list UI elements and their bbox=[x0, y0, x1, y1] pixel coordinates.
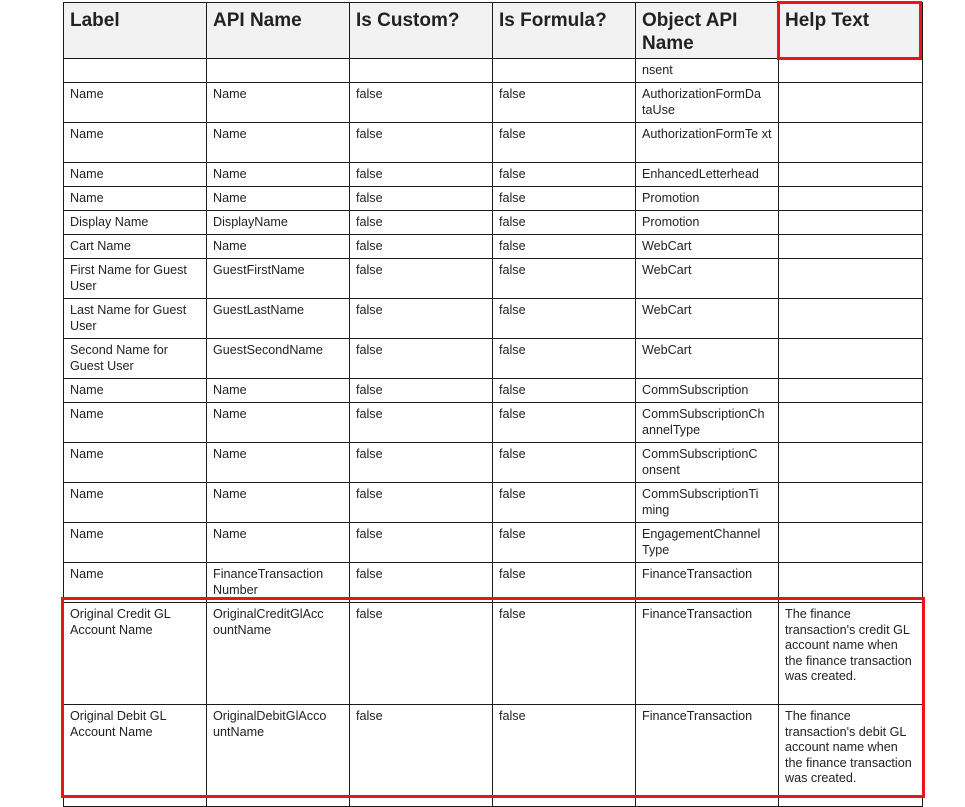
table-row bbox=[64, 403, 923, 443]
table-row bbox=[64, 163, 923, 187]
cell-help-text bbox=[779, 83, 923, 123]
table-row bbox=[64, 211, 923, 235]
cell-is-formula: false bbox=[493, 379, 636, 403]
cell-api-name: FinanceTransaction Number bbox=[207, 563, 350, 603]
cell-label: Last Name for Guest User bbox=[64, 299, 207, 339]
cell-label: Name bbox=[64, 83, 207, 123]
cell-is-custom: false bbox=[350, 705, 493, 807]
cell-api-name: DisplayName bbox=[207, 211, 350, 235]
cell-object-api-name: CommSubscription bbox=[636, 379, 779, 403]
cell-help-text bbox=[779, 379, 923, 403]
cell-label: Cart Name bbox=[64, 235, 207, 259]
cell-object-api-name: AuthorizationFormDa taUse bbox=[636, 83, 779, 123]
cell-label: Name bbox=[64, 187, 207, 211]
cell-label: Display Name bbox=[64, 211, 207, 235]
cell-label: Original Debit GL Account Name bbox=[64, 705, 207, 807]
cell-is-custom: false bbox=[350, 187, 493, 211]
cell-help-text bbox=[779, 523, 923, 563]
header-object-api-name: Object API Name bbox=[636, 3, 779, 59]
cell-label: Name bbox=[64, 443, 207, 483]
cell-label: Original Credit GL Account Name bbox=[64, 603, 207, 705]
cell-is-formula: false bbox=[493, 603, 636, 705]
cell-help-text bbox=[779, 187, 923, 211]
cell-object-api-name: nsent bbox=[636, 59, 779, 83]
table-row bbox=[64, 339, 923, 379]
cell-is-custom: false bbox=[350, 443, 493, 483]
cell-label: Name bbox=[64, 523, 207, 563]
cell-is-custom bbox=[350, 59, 493, 83]
table-row bbox=[64, 187, 923, 211]
cell-object-api-name: FinanceTransaction bbox=[636, 705, 779, 807]
table-row bbox=[64, 59, 923, 83]
cell-label: Name bbox=[64, 563, 207, 603]
cell-api-name: Name bbox=[207, 403, 350, 443]
cell-is-formula: false bbox=[493, 123, 636, 163]
cell-is-formula: false bbox=[493, 259, 636, 299]
cell-api-name: OriginalDebitGlAcco untName bbox=[207, 705, 350, 807]
table-row bbox=[64, 299, 923, 339]
cell-help-text bbox=[779, 483, 923, 523]
cell-help-text: The finance transaction's debit GL account name when the finance transaction was created. bbox=[779, 705, 923, 807]
cell-api-name: Name bbox=[207, 163, 350, 187]
cell-api-name: Name bbox=[207, 187, 350, 211]
cell-is-formula: false bbox=[493, 299, 636, 339]
cell-is-custom: false bbox=[350, 603, 493, 705]
cell-object-api-name: EnhancedLetterhead bbox=[636, 163, 779, 187]
cell-label: Name bbox=[64, 403, 207, 443]
cell-is-custom: false bbox=[350, 299, 493, 339]
header-is-custom: Is Custom? bbox=[350, 3, 493, 59]
cell-is-formula: false bbox=[493, 563, 636, 603]
fields-table bbox=[63, 2, 923, 807]
cell-object-api-name: FinanceTransaction bbox=[636, 563, 779, 603]
table-row bbox=[64, 603, 923, 705]
cell-is-formula: false bbox=[493, 235, 636, 259]
cell-api-name bbox=[207, 59, 350, 83]
table-row bbox=[64, 83, 923, 123]
cell-is-custom: false bbox=[350, 259, 493, 299]
cell-help-text bbox=[779, 443, 923, 483]
cell-api-name: Name bbox=[207, 235, 350, 259]
table-row bbox=[64, 259, 923, 299]
cell-is-formula: false bbox=[493, 403, 636, 443]
cell-is-custom: false bbox=[350, 83, 493, 123]
cell-api-name: Name bbox=[207, 443, 350, 483]
cell-is-custom: false bbox=[350, 379, 493, 403]
table-row bbox=[64, 483, 923, 523]
cell-help-text bbox=[779, 235, 923, 259]
cell-help-text bbox=[779, 299, 923, 339]
cell-object-api-name: CommSubscriptionTi ming bbox=[636, 483, 779, 523]
cell-api-name: Name bbox=[207, 483, 350, 523]
table-body bbox=[64, 59, 923, 807]
cell-is-custom: false bbox=[350, 563, 493, 603]
table-header bbox=[64, 3, 923, 59]
header-api-name: API Name bbox=[207, 3, 350, 59]
cell-api-name: GuestSecondName bbox=[207, 339, 350, 379]
cell-is-formula: false bbox=[493, 443, 636, 483]
cell-is-formula: false bbox=[493, 83, 636, 123]
cell-api-name: Name bbox=[207, 83, 350, 123]
cell-is-custom: false bbox=[350, 211, 493, 235]
cell-label: First Name for Guest User bbox=[64, 259, 207, 299]
cell-object-api-name: FinanceTransaction bbox=[636, 603, 779, 705]
cell-object-api-name: WebCart bbox=[636, 299, 779, 339]
cell-is-formula: false bbox=[493, 483, 636, 523]
cell-api-name: Name bbox=[207, 523, 350, 563]
table-row bbox=[64, 443, 923, 483]
cell-is-custom: false bbox=[350, 523, 493, 563]
cell-help-text bbox=[779, 59, 923, 83]
cell-object-api-name: EngagementChannel Type bbox=[636, 523, 779, 563]
cell-is-formula: false bbox=[493, 523, 636, 563]
header-is-formula: Is Formula? bbox=[493, 3, 636, 59]
cell-help-text bbox=[779, 403, 923, 443]
cell-label: Second Name for Guest User bbox=[64, 339, 207, 379]
cell-is-formula: false bbox=[493, 187, 636, 211]
cell-label: Name bbox=[64, 123, 207, 163]
cell-help-text bbox=[779, 211, 923, 235]
cell-help-text bbox=[779, 339, 923, 379]
cell-is-formula: false bbox=[493, 339, 636, 379]
cell-help-text bbox=[779, 563, 923, 603]
cell-object-api-name: Promotion bbox=[636, 187, 779, 211]
cell-is-custom: false bbox=[350, 163, 493, 187]
header-help-text: Help Text bbox=[779, 3, 923, 59]
cell-object-api-name: Promotion bbox=[636, 211, 779, 235]
cell-is-formula: false bbox=[493, 705, 636, 807]
cell-object-api-name: WebCart bbox=[636, 235, 779, 259]
cell-label bbox=[64, 59, 207, 83]
table-row bbox=[64, 705, 923, 807]
cell-label: Name bbox=[64, 483, 207, 523]
cell-help-text bbox=[779, 123, 923, 163]
cell-api-name: OriginalCreditGlAcc ountName bbox=[207, 603, 350, 705]
header-row bbox=[64, 3, 923, 59]
table-row bbox=[64, 123, 923, 163]
cell-label: Name bbox=[64, 379, 207, 403]
header-label: Label bbox=[64, 3, 207, 59]
cell-api-name: Name bbox=[207, 379, 350, 403]
cell-help-text: The finance transaction's credit GL account name when the finance transaction was created. bbox=[779, 603, 923, 705]
cell-object-api-name: WebCart bbox=[636, 259, 779, 299]
cell-is-formula: false bbox=[493, 163, 636, 187]
cell-api-name: Name bbox=[207, 123, 350, 163]
cell-is-custom: false bbox=[350, 123, 493, 163]
cell-is-custom: false bbox=[350, 235, 493, 259]
table-row bbox=[64, 523, 923, 563]
cell-api-name: GuestFirstName bbox=[207, 259, 350, 299]
cell-help-text bbox=[779, 259, 923, 299]
cell-is-custom: false bbox=[350, 403, 493, 443]
cell-label: Name bbox=[64, 163, 207, 187]
cell-api-name: GuestLastName bbox=[207, 299, 350, 339]
table-row bbox=[64, 563, 923, 603]
cell-object-api-name: CommSubscriptionCh annelType bbox=[636, 403, 779, 443]
cell-help-text bbox=[779, 163, 923, 187]
cell-is-formula: false bbox=[493, 211, 636, 235]
cell-is-custom: false bbox=[350, 483, 493, 523]
table-row bbox=[64, 235, 923, 259]
cell-object-api-name: AuthorizationFormTe xt bbox=[636, 123, 779, 163]
cell-is-custom: false bbox=[350, 339, 493, 379]
cell-object-api-name: WebCart bbox=[636, 339, 779, 379]
cell-is-formula bbox=[493, 59, 636, 83]
table-row bbox=[64, 379, 923, 403]
cell-object-api-name: CommSubscriptionC onsent bbox=[636, 443, 779, 483]
